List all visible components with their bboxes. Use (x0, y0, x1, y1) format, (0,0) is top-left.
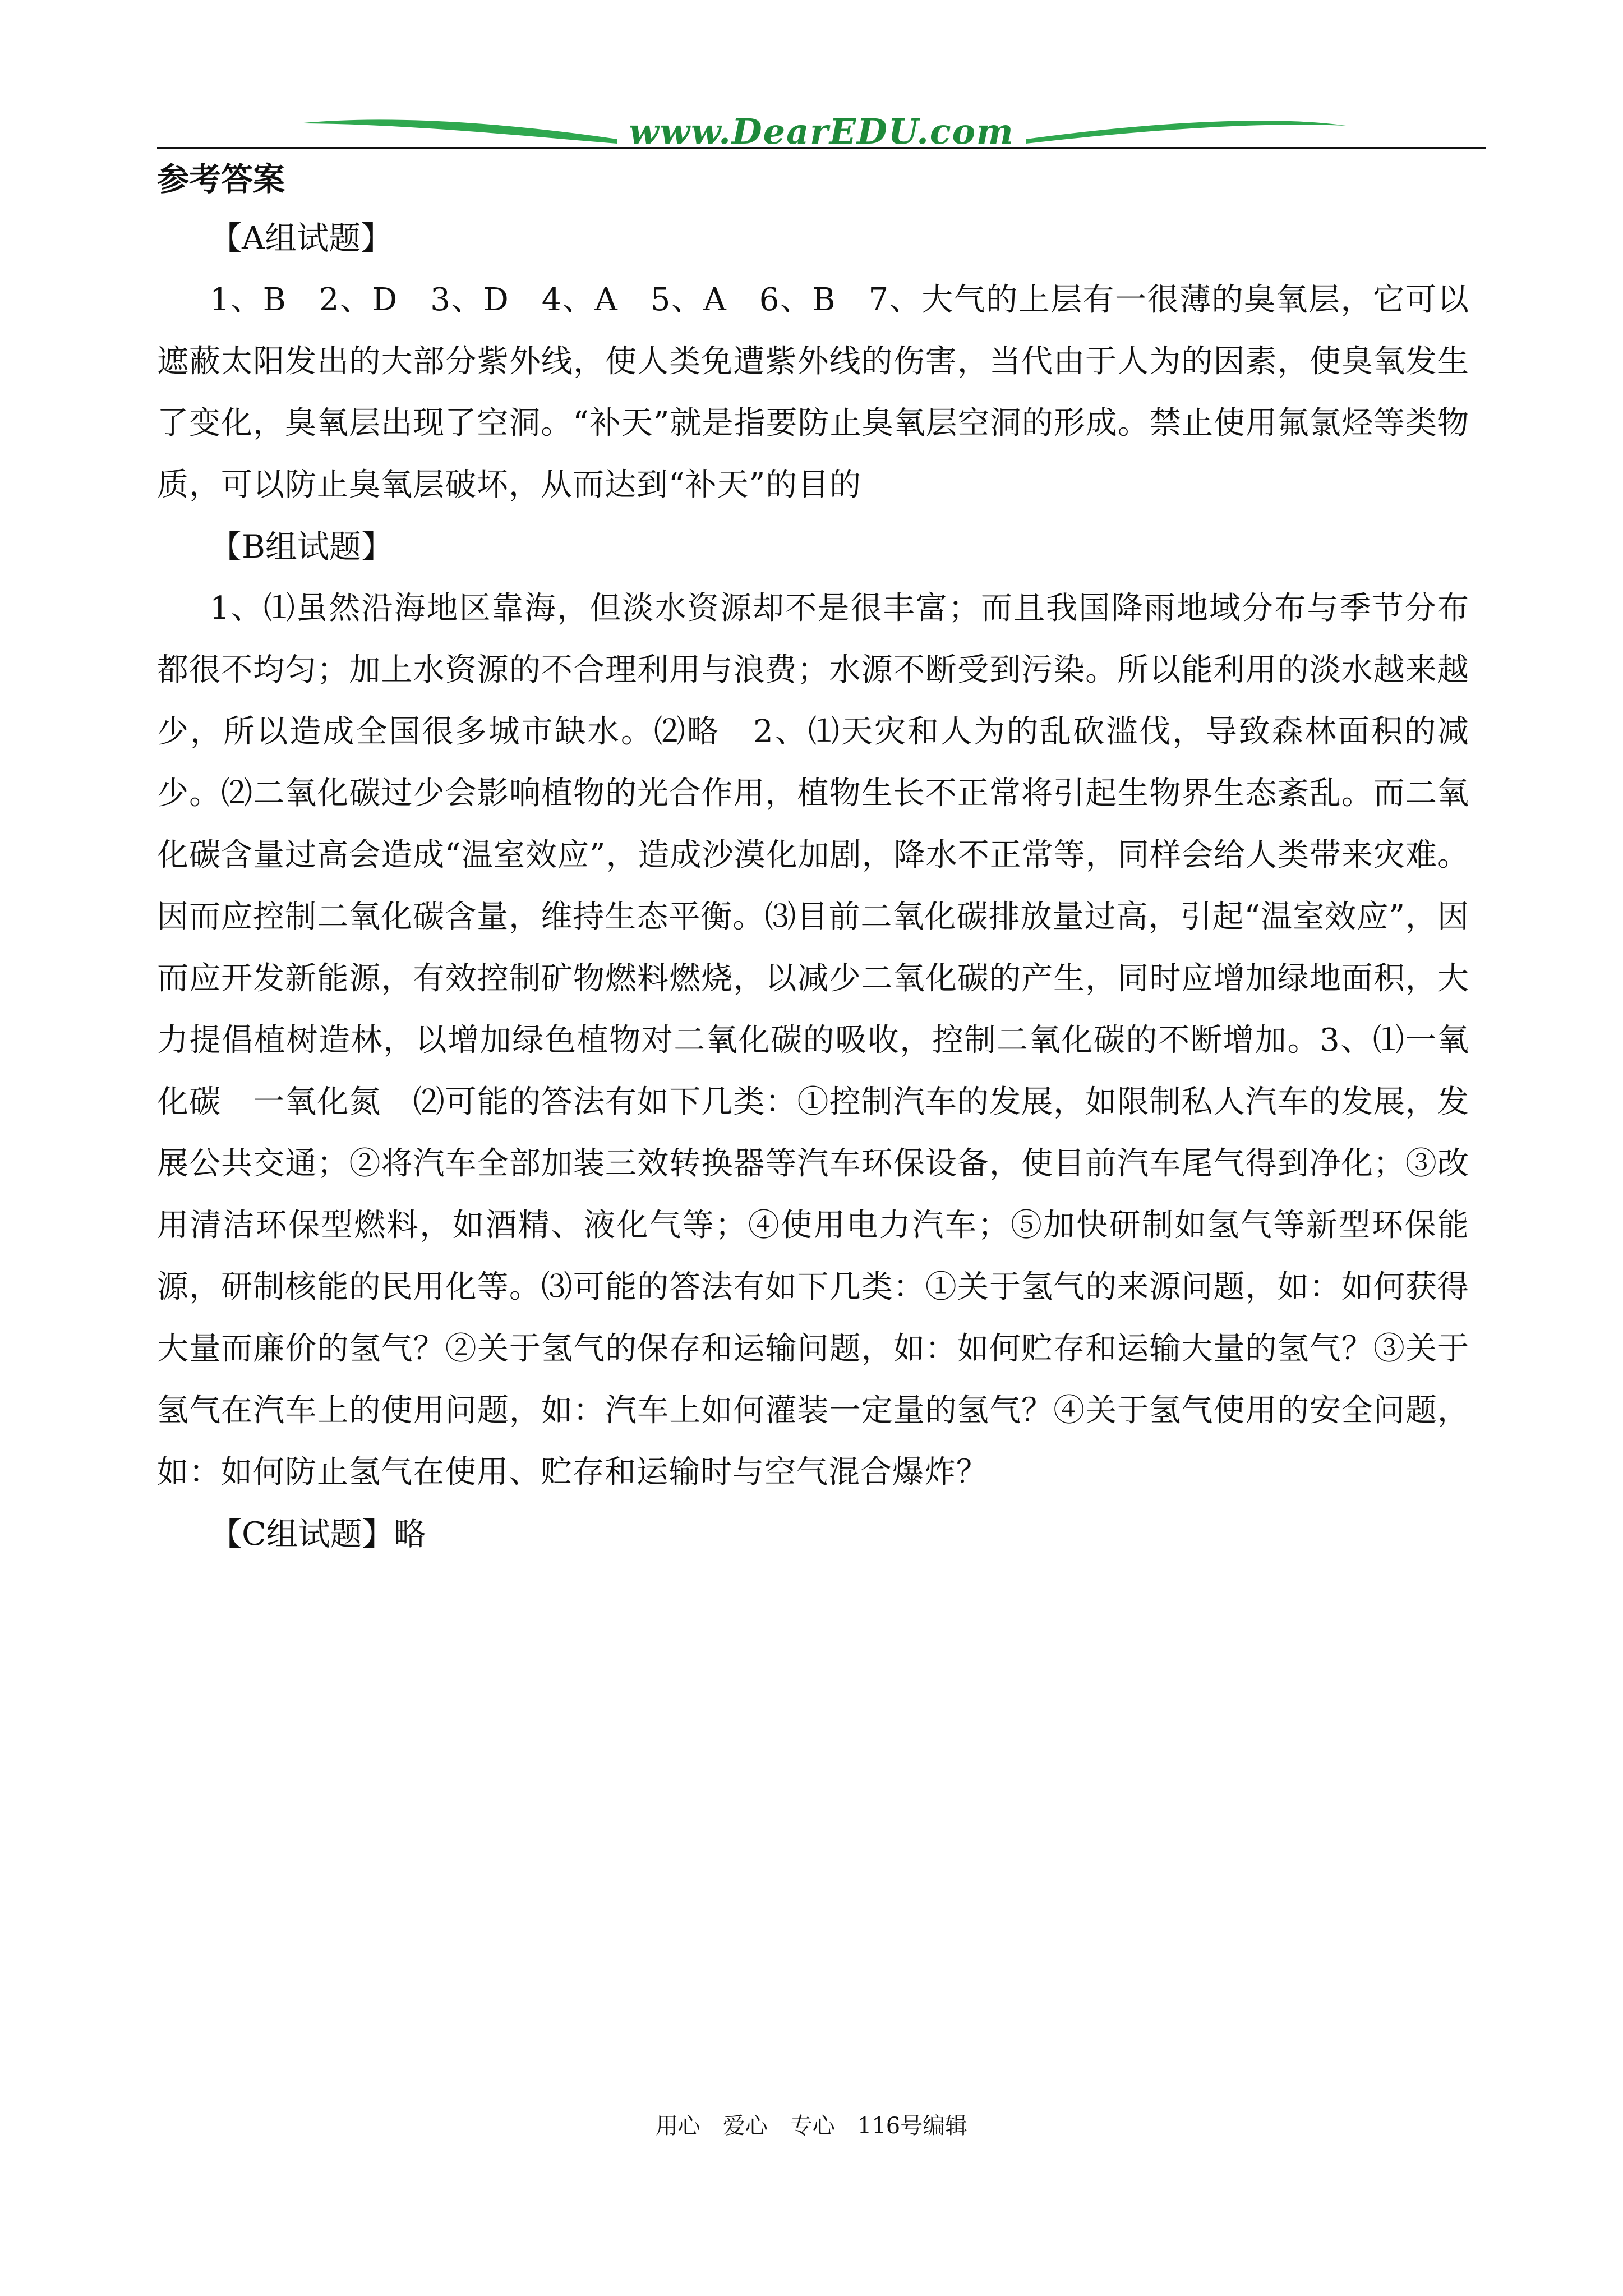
document-body (157, 151, 1469, 1565)
group-b-answers: 1、⑴虽然沿海地区靠海，但淡水资源却不是很丰富；而且我国降雨地域分布与季节分布都很不均匀；加上水资源的不合理利用与浪费；水源不断受到污染。所以能利用的淡水越来越少，所以造成全国很多城市缺水。⑵略 2、⑴天灾和人为的乱砍滥伐，导致森林面积的减少。⑵二氧化碳过少会影响植物的光合作用，植物生长不正常将引起生物界生态紊乱。而二氧化碳含量过高会造成“温室效应”，造成沙漠化加剧，降水不正常等，同样会给人类带来灾难。因而应控制二氧化碳含量，维持生态平衡。⑶目前二氧化碳排放量过高，引起“温室效应”，因而应开发新能源，有效控制矿物燃料燃烧，以减少二氧化碳的产生，同时应增加绿地面积，大力提倡植树造林，以增加绿色植物对二氧化碳的吸收，控制二氧化碳的不断增加。3、⑴一氧化碳 一氧化氮 ⑵可能的答法有如下几类：①控制汽车的发展，如限制私人汽车的发展，发展公共交通；②将汽车全部加装三效转换器等汽车环保设备，使目前汽车尾气得到净化；③改用清洁环保型燃料，如酒精、液化气等；④使用电力汽车；⑤加快研制如氢气等新型环保能源，研制核能的民用化等。⑶可能的答法有如下几类：①关于氢气的来源问题，如：如何获得大量而廉价的氢气？②关于氢气的保存和运输问题，如：如何贮存和运输大量的氢气？③关于氢气在汽车上的使用问题，如：汽车上如何灌装一定量的氢气？④关于氢气使用的安全问题，如：如何防止氢气在使用、贮存和运输时与空气混合爆炸？ (157, 590, 1469, 1490)
page-footer: 用心 爱心 专心 116号编辑 (655, 2113, 968, 2139)
group-b-heading: 【B组试题】 (210, 528, 393, 565)
group-a-answers: 1、B 2、D 3、D 4、A 5、A 6、B 7、大气的上层有一很薄的臭氧层，它可以遮蔽太阳发出的大部分紫外线，使人类免遭紫外线的伤害，当代由于人为的因素，使臭氧发生了变化，臭氧层出现了空洞。“补天”就是指要防止臭氧层空洞的形成。禁止使用氟氯烃等类物质，可以防止臭氧层破坏，从而达到“补天”的目的 (157, 282, 1469, 503)
site-header (157, 107, 1486, 157)
page-title: 参考答案 (157, 161, 285, 198)
header-divider (157, 147, 1486, 149)
group-c-heading: 【C组试题】略 (210, 1516, 426, 1553)
group-a-heading: 【A组试题】 (210, 220, 393, 257)
site-logo-text: www.DearEDU.com (629, 111, 1015, 152)
